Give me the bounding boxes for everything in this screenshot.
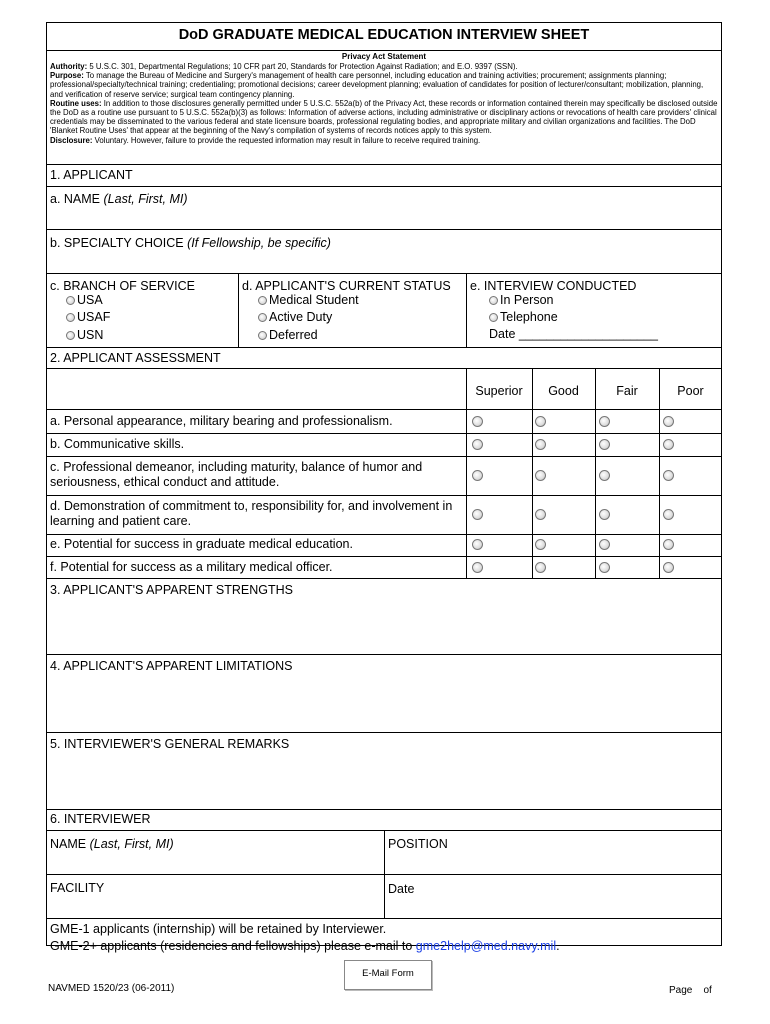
radio-icon xyxy=(489,313,498,322)
rating-radio-a-good[interactable] xyxy=(535,416,546,427)
divider xyxy=(595,368,596,578)
rating-header-superior: Superior xyxy=(475,384,523,398)
rating-radio-b-fair[interactable] xyxy=(599,439,610,450)
divider xyxy=(46,347,722,348)
criterion-f: f. Potential for success as a military medical officer. xyxy=(50,560,333,574)
rating-radio-f-superior[interactable] xyxy=(472,562,483,573)
divider xyxy=(46,433,722,434)
divider xyxy=(466,368,467,578)
branch-label: c. BRANCH OF SERVICE xyxy=(50,279,195,293)
divider xyxy=(46,534,722,535)
divider xyxy=(46,164,722,165)
divider xyxy=(46,273,722,274)
radio-icon xyxy=(66,331,75,340)
criterion-e: e. Potential for success in graduate medical education. xyxy=(50,537,353,551)
rating-radio-d-poor[interactable] xyxy=(663,509,674,520)
criterion-c: c. Professional demeanor, including maturity, balance of humor and seriousness, ethical conduct and attitude. xyxy=(50,460,423,489)
branch-option-usa[interactable]: USA xyxy=(66,293,103,308)
divider xyxy=(659,368,660,578)
rating-radio-b-poor[interactable] xyxy=(663,439,674,450)
purpose-label: Purpose: xyxy=(50,71,84,81)
criterion-d: d. Demonstration of commitment to, responsibility for, and involvement in learning and patient care. xyxy=(50,499,453,528)
radio-icon xyxy=(489,296,498,305)
applicant-name-label: a. NAME (Last, First, MI) xyxy=(50,192,188,206)
page-label: Page of xyxy=(669,985,712,996)
rating-header-good: Good xyxy=(548,384,579,398)
divider xyxy=(46,809,722,810)
branch-option-usn[interactable]: USN xyxy=(66,328,103,343)
authority-label: Authority: xyxy=(50,62,88,71)
interview-option-telephone[interactable]: Telephone xyxy=(489,310,558,325)
limitations-field[interactable] xyxy=(46,654,722,732)
specialty-choice-field[interactable] xyxy=(46,229,722,273)
section1-heading: 1. APPLICANT xyxy=(50,168,133,182)
interviewer-name-field[interactable] xyxy=(46,830,384,874)
rating-radio-a-fair[interactable] xyxy=(599,416,610,427)
rating-radio-a-poor[interactable] xyxy=(663,416,674,427)
divider xyxy=(238,273,239,347)
disclosure-text: Voluntary. However, failure to provide the requested information may result in failure to receive required training. xyxy=(92,135,481,145)
section4-heading: 4. APPLICANT'S APPARENT LIMITATIONS xyxy=(50,659,293,673)
divider xyxy=(46,918,722,919)
rating-radio-c-fair[interactable] xyxy=(599,470,610,481)
email-form-button[interactable]: E-Mail Form xyxy=(344,960,432,990)
facility-field[interactable] xyxy=(46,874,384,918)
privacy-statement xyxy=(50,62,718,145)
rating-radio-f-poor[interactable] xyxy=(663,562,674,573)
status-option-medical-student[interactable]: Medical Student xyxy=(258,293,359,308)
divider xyxy=(46,368,722,369)
radio-icon xyxy=(66,313,75,322)
disclosure-label: Disclosure: xyxy=(50,135,93,145)
divider xyxy=(466,273,467,347)
divider xyxy=(46,409,722,410)
rating-radio-e-poor[interactable] xyxy=(663,539,674,550)
applicant-name-field[interactable] xyxy=(46,186,722,229)
rating-radio-e-superior[interactable] xyxy=(472,539,483,550)
rating-radio-f-fair[interactable] xyxy=(599,562,610,573)
email-link[interactable]: gme2help@med.navy.mil xyxy=(415,939,557,953)
section2-heading: 2. APPLICANT ASSESSMENT xyxy=(50,351,221,365)
divider xyxy=(46,495,722,496)
routine-uses-text: In addition to those disclosures generally permitted under 5 U.S.C. 552a(b) of the Privacy Act, these records or information contained therein may specifically be disclosed outside the DoD as a routine use pursuant to 5 U.S.C. 552a(b)(3) as follows: Information of adverse actions, including administrative or disciplinary actions or revocations of health care providers' clinical credentials may be disseminated to the various federal and state licensure boards, professional regulating bodies, and appropriate military and civilian organizations and facilities. The DoD 'Blanket Routine Uses' that appear at the beginning of the Navy's compilation of systems of records notices apply to this system. xyxy=(50,98,718,136)
rating-radio-e-fair[interactable] xyxy=(599,539,610,550)
radio-icon xyxy=(258,296,267,305)
status-option-deferred[interactable]: Deferred xyxy=(258,328,318,343)
divider xyxy=(46,556,722,557)
rating-radio-b-superior[interactable] xyxy=(472,439,483,450)
interviewer-position-field[interactable] xyxy=(384,830,722,874)
notice-line2: GME-2+ applicants (residencies and fellowships) please e-mail to gme2help@med.navy.mil. xyxy=(50,939,560,953)
radio-icon xyxy=(66,296,75,305)
rating-header-poor: Poor xyxy=(677,384,704,398)
rating-radio-f-good[interactable] xyxy=(535,562,546,573)
status-label: d. APPLICANT'S CURRENT STATUS xyxy=(242,279,451,293)
facility-label: FACILITY xyxy=(50,881,105,895)
interviewer-date-field[interactable] xyxy=(384,874,722,918)
authority-text: 5 U.S.C. 301, Departmental Regulations; 10 CFR part 20, Standards for Protection Against Radiation; and E.O. 9397 (SSN). xyxy=(87,62,518,71)
remarks-field[interactable] xyxy=(46,732,722,809)
divider xyxy=(532,368,533,578)
divider xyxy=(46,50,722,51)
interview-date-field[interactable]: Date ____________________ xyxy=(489,327,658,341)
divider xyxy=(46,456,722,457)
purpose-text: To manage the Bureau of Medicine and Surgery's management of health care personnel, including education and training activities; procurement; assignments planning; professional/specialty/technical training; credentialing; promotional decisions; career development planning; evaluation of candidates for position of lecturer/consultant; mobilization, planning, and verification of reserve service; surgical team contingency planning. xyxy=(50,71,704,99)
radio-icon xyxy=(258,331,267,340)
section3-heading: 3. APPLICANT'S APPARENT STRENGTHS xyxy=(50,583,293,597)
rating-radio-c-poor[interactable] xyxy=(663,470,674,481)
rating-radio-c-good[interactable] xyxy=(535,470,546,481)
section6-heading: 6. INTERVIEWER xyxy=(50,812,151,826)
rating-radio-d-fair[interactable] xyxy=(599,509,610,520)
interview-option-in-person[interactable]: In Person xyxy=(489,293,554,308)
criterion-a: a. Personal appearance, military bearing and professionalism. xyxy=(50,414,393,428)
status-option-active-duty[interactable]: Active Duty xyxy=(258,310,332,325)
interviewer-date-label: Date xyxy=(388,882,415,896)
rating-radio-a-superior[interactable] xyxy=(472,416,483,427)
criterion-b: b. Communicative skills. xyxy=(50,437,185,451)
interviewer-name-label: NAME (Last, First, MI) xyxy=(50,837,174,851)
form-number: NAVMED 1520/23 (06-2011) xyxy=(48,983,175,994)
rating-radio-b-good[interactable] xyxy=(535,439,546,450)
form-title: DoD GRADUATE MEDICAL EDUCATION INTERVIEW SHEET xyxy=(178,27,590,43)
strengths-field[interactable] xyxy=(46,578,722,654)
privacy-heading: Privacy Act Statement xyxy=(341,52,427,61)
interview-label: e. INTERVIEW CONDUCTED xyxy=(470,279,637,293)
rating-radio-d-good[interactable] xyxy=(535,509,546,520)
notice-line1: GME-1 applicants (internship) will be retained by Interviewer. xyxy=(50,922,387,936)
branch-option-usaf[interactable]: USAF xyxy=(66,310,110,325)
radio-icon xyxy=(258,313,267,322)
rating-radio-d-superior[interactable] xyxy=(472,509,483,520)
section5-heading: 5. INTERVIEWER'S GENERAL REMARKS xyxy=(50,737,290,751)
interview-form xyxy=(46,22,722,953)
rating-radio-c-superior[interactable] xyxy=(472,470,483,481)
rating-radio-e-good[interactable] xyxy=(535,539,546,550)
routine-uses-label: Routine uses: xyxy=(50,98,102,108)
specialty-choice-label: b. SPECIALTY CHOICE (If Fellowship, be specific) xyxy=(50,236,331,250)
position-label: POSITION xyxy=(388,837,448,851)
rating-header-fair: Fair xyxy=(616,384,638,398)
